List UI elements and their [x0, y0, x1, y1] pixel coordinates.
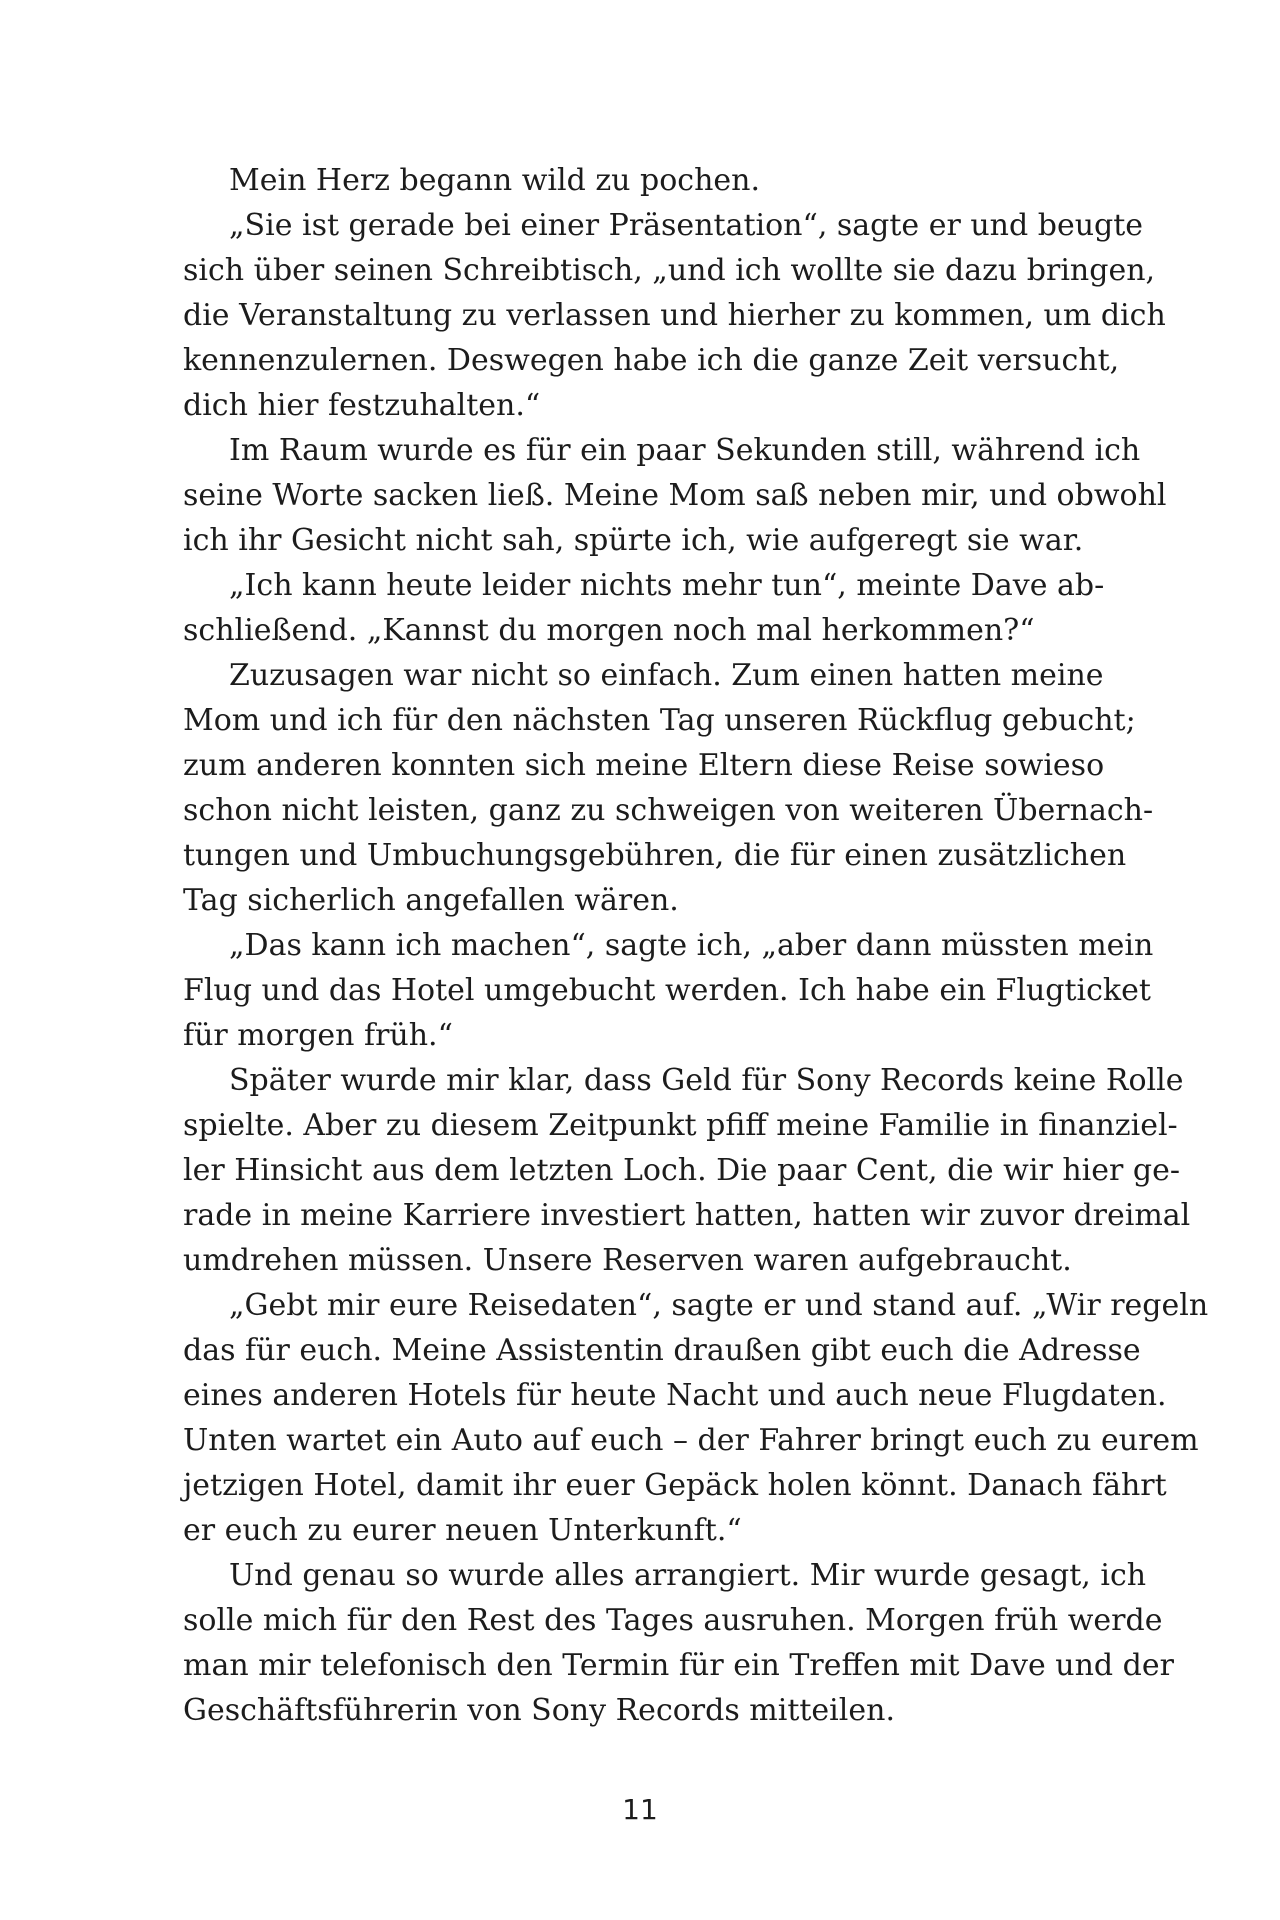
text-line: Mom und ich für den nächsten Tag unseren Rückflug gebucht; [183, 703, 1136, 738]
text-line: spielte. Aber zu diesem Zeitpunkt pfiff meine Familie in finanziel- [183, 1108, 1178, 1143]
text-line: ler Hinsicht aus dem letzten Loch. Die paar Cent, die wir hier ge- [183, 1153, 1180, 1188]
text-line: „Das kann ich machen“, sagte ich, „aber dann müssten mein [229, 928, 1154, 963]
paragraph [183, 1553, 1174, 1733]
text-line: sich über seinen Schreibtisch, „und ich wollte sie dazu bringen, [183, 253, 1156, 288]
text-line: er euch zu eurer neuen Unterkunft.“ [183, 1513, 742, 1548]
body-text [183, 158, 1209, 1733]
text-line: das für euch. Meine Assistentin draußen gibt euch die Adresse [183, 1333, 1141, 1368]
text-line: Geschäftsführerin von Sony Records mitteilen. [183, 1693, 895, 1728]
text-line: Flug und das Hotel umgebucht werden. Ich habe ein Flugticket [183, 973, 1151, 1008]
text-line: zum anderen konnten sich meine Eltern diese Reise sowieso [183, 748, 1105, 783]
page-number: 11 [622, 1793, 658, 1826]
text-line: solle mich für den Rest des Tages ausruhen. Morgen früh werde [183, 1603, 1163, 1638]
text-line: für morgen früh.“ [183, 1018, 453, 1053]
paragraph [183, 158, 1100, 203]
text-line: umdrehen müssen. Unsere Reserven waren aufgebraucht. [183, 1243, 1072, 1278]
text-line: „Ich kann heute leider nichts mehr tun“, meinte Dave ab- [229, 568, 1105, 603]
paragraph [183, 563, 1105, 653]
text-line: eines anderen Hotels für heute Nacht und auch neue Flugdaten. [183, 1378, 1167, 1413]
text-line: rade in meine Karriere investiert hatten, hatten wir zuvor dreimal [183, 1198, 1191, 1233]
text-line: Tag sicherlich angefallen wären. [183, 883, 679, 918]
text-line: Im Raum wurde es für ein paar Sekunden still, während ich [229, 433, 1141, 468]
text-line: die Veranstaltung zu verlassen und hierher zu kommen, um dich [183, 298, 1166, 333]
text-line: schon nicht leisten, ganz zu schweigen von weiteren Übernach- [183, 793, 1154, 828]
paragraph [183, 1058, 1191, 1283]
text-line: „Gebt mir eure Reisedaten“, sagte er und stand auf. „Wir regeln [229, 1288, 1209, 1323]
text-line: dich hier festzuhalten.“ [183, 388, 541, 423]
paragraph [183, 1283, 1209, 1553]
text-line: Zuzusagen war nicht so einfach. Zum einen hatten meine [229, 658, 1104, 693]
text-line: kennenzulernen. Deswegen habe ich die ganze Zeit versucht, [183, 343, 1120, 378]
text-line: seine Worte sacken ließ. Meine Mom saß neben mir, und obwohl [183, 478, 1167, 513]
paragraph [183, 923, 1154, 1058]
text-line: jetzigen Hotel, damit ihr euer Gepäck holen könnt. Danach fährt [183, 1468, 1167, 1503]
paragraph [183, 203, 1166, 428]
text-line: Unten wartet ein Auto auf euch – der Fahrer bringt euch zu eurem [183, 1423, 1199, 1458]
text-line: tungen und Umbuchungsgebühren, die für einen zusätzlichen [183, 838, 1127, 873]
text-line: man mir telefonisch den Termin für ein Treffen mit Dave und der [183, 1648, 1174, 1683]
text-line: schließend. „Kannst du morgen noch mal herkommen?“ [183, 613, 1035, 648]
text-line: „Sie ist gerade bei einer Präsentation“, sagte er und beugte [229, 208, 1144, 243]
paragraph [183, 653, 1154, 923]
text-line: Und genau so wurde alles arrangiert. Mir wurde gesagt, ich [229, 1558, 1147, 1593]
text-line: Mein Herz begann wild zu pochen. [229, 163, 761, 198]
text-line: Später wurde mir klar, dass Geld für Sony Records keine Rolle [229, 1063, 1184, 1098]
text-line: ich ihr Gesicht nicht sah, spürte ich, wie aufgeregt sie war. [183, 523, 1084, 558]
paragraph [183, 428, 1167, 563]
